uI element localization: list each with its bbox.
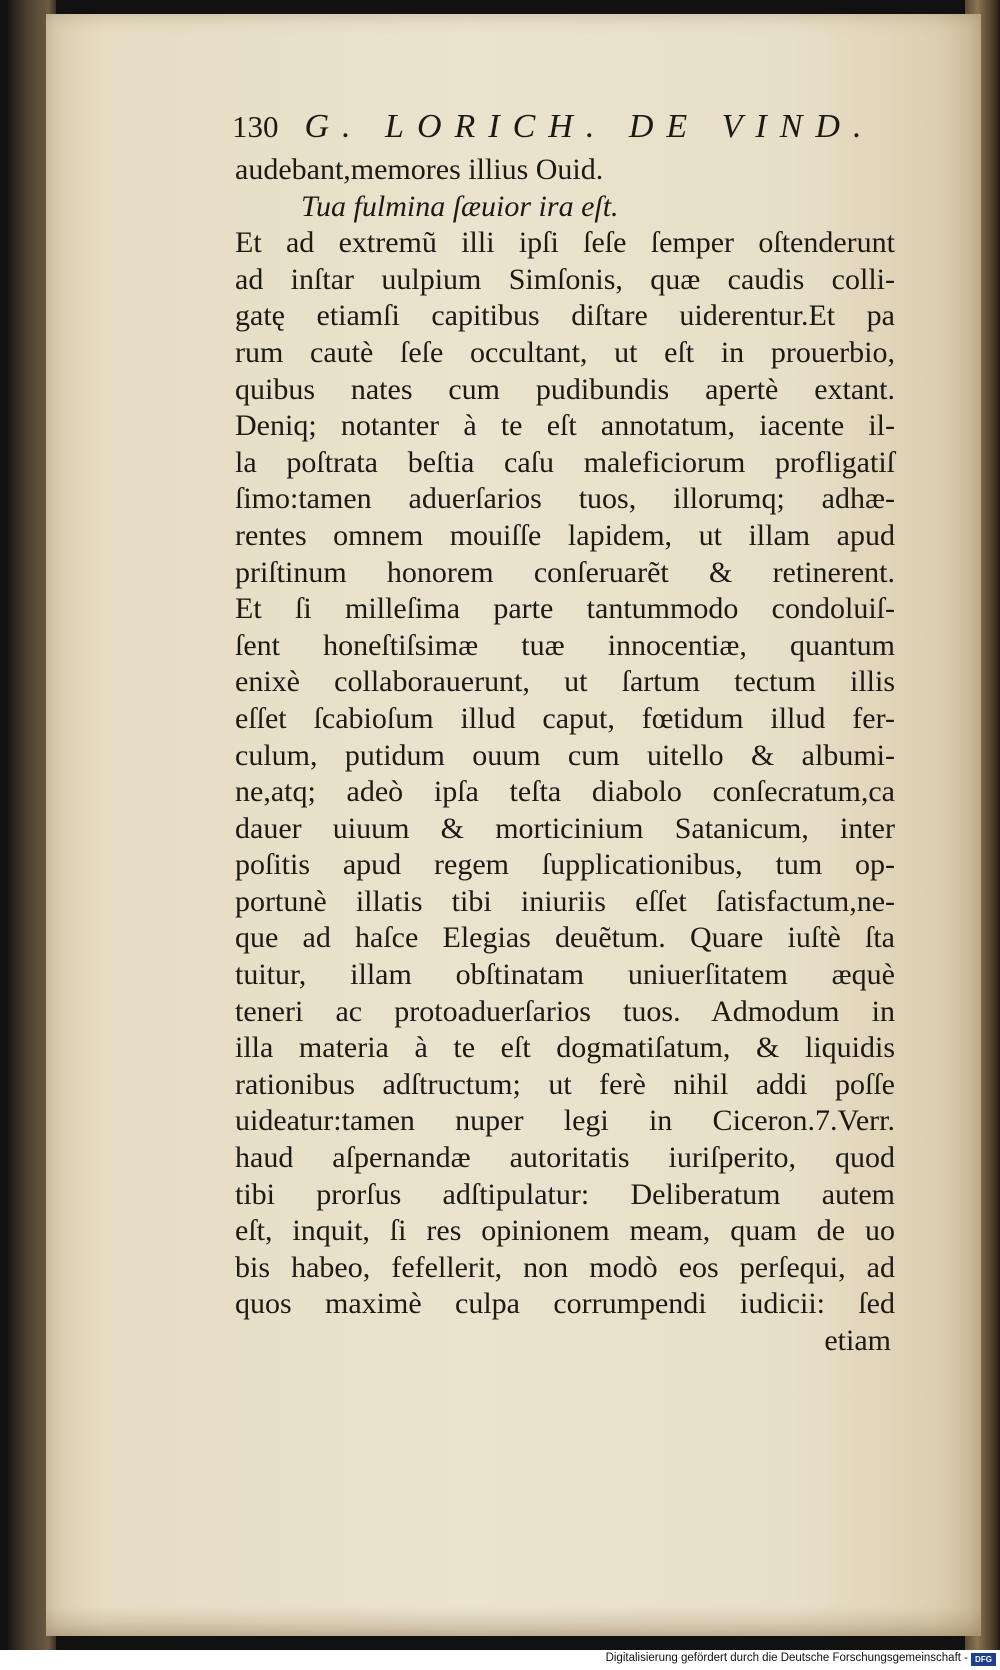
dfg-logo: DFG xyxy=(971,1653,996,1666)
text-line: bis habeo, fefellerit, non modò eos perſequi, ad xyxy=(235,1250,895,1284)
text-line: haud aſpernandæ autoritatis iuriſperito, quod xyxy=(235,1141,895,1175)
text-line: que ad haſce Elegias deuẽtum. Quare iuſtè ſta xyxy=(235,921,895,955)
page-header xyxy=(232,108,875,150)
text-line: portunè illatis tibi iniuriis eſſet ſatisfactum,ne- xyxy=(235,884,895,918)
text-line: quibus nates cum pudibundis apertè extant. xyxy=(235,372,895,406)
text-line: enixè collaborauerunt, ut ſartum tectum illis xyxy=(235,665,895,699)
text-line: rentes omnem mouiſſe lapidem, ut illam apud xyxy=(235,518,895,552)
text-line: tibi prorſus adſtipulatur: Deliberatum autem xyxy=(235,1177,895,1211)
digitization-footer xyxy=(0,1650,1000,1670)
text-line: ſent honeſtiſsimæ tuæ innocentiæ, quantum xyxy=(235,628,895,662)
text-line: teneri ac protoaduerſarios tuos. Admodum in xyxy=(235,994,895,1028)
page-number: 130 xyxy=(232,109,279,144)
text-line: tuitur, illam obſtinatam uniuerſitatem æquè xyxy=(235,958,895,992)
text-line: audebant,memores illius Ouid. xyxy=(235,153,604,186)
text-line: gatę etiamſi capitibus diſtare uiderentur.Et pa xyxy=(235,299,895,333)
text-line: la poſtrata beſtia caſu maleficiorum profligatiſ xyxy=(235,445,895,479)
text-line: eſt, inquit, ſi res opinionem meam, quam de uo xyxy=(235,1214,895,1248)
text-line: Et ſi milleſima parte tantummodo condoluiſ- xyxy=(235,592,895,626)
funding-credit: Digitalisierung gefördert durch die Deutsche Forschungsgemeinschaft - xyxy=(605,1652,968,1664)
text-line: quos maximè culpa corrumpendi iudicii: ſed xyxy=(235,1287,895,1321)
verse-quotation: Tua fulmina ſæuior ira eſt. xyxy=(301,189,619,223)
text-line: priſtinum honorem conſeruarẽt & retinerent. xyxy=(235,555,895,589)
text-line: illa materia à te eſt dogmatiſatum, & liquidis xyxy=(235,1031,895,1065)
running-head: G. LORICH. DE VIND. xyxy=(304,108,875,145)
text-line: dauer uiuum & morticinium Satanicum, inter xyxy=(235,811,895,845)
body-text xyxy=(235,152,895,1360)
text-line: Et ad extremũ illi ipſi ſeſe ſemper oſtenderunt xyxy=(235,226,895,260)
text-line: uideatur:tamen nuper legi in Ciceron.7.Verr. xyxy=(235,1104,895,1138)
text-line: poſitis apud regem ſupplicationibus, tum op- xyxy=(235,848,895,882)
text-line: eſſet ſcabioſum illud caput, fœtidum illud fer- xyxy=(235,701,895,735)
catchword: etiam xyxy=(824,1324,891,1357)
text-line: ne,atq; adeò ipſa teſta diabolo conſecratum,ca xyxy=(235,775,895,809)
text-line: Deniq; notanter à te eſt annotatum, iacente il- xyxy=(235,409,895,443)
text-line: ad inſtar uulpium Simſonis, quæ caudis colli- xyxy=(235,262,895,296)
text-line: ſimo:tamen aduerſarios tuos, illorumq; adhæ- xyxy=(235,482,895,516)
text-line: rum cautè ſeſe occultant, ut eſt in prouerbio, xyxy=(235,335,895,369)
text-line: rationibus adſtructum; ut ferè nihil addi poſſe xyxy=(235,1067,895,1101)
text-line: culum, putidum ouum cum uitello & albumi- xyxy=(235,738,895,772)
